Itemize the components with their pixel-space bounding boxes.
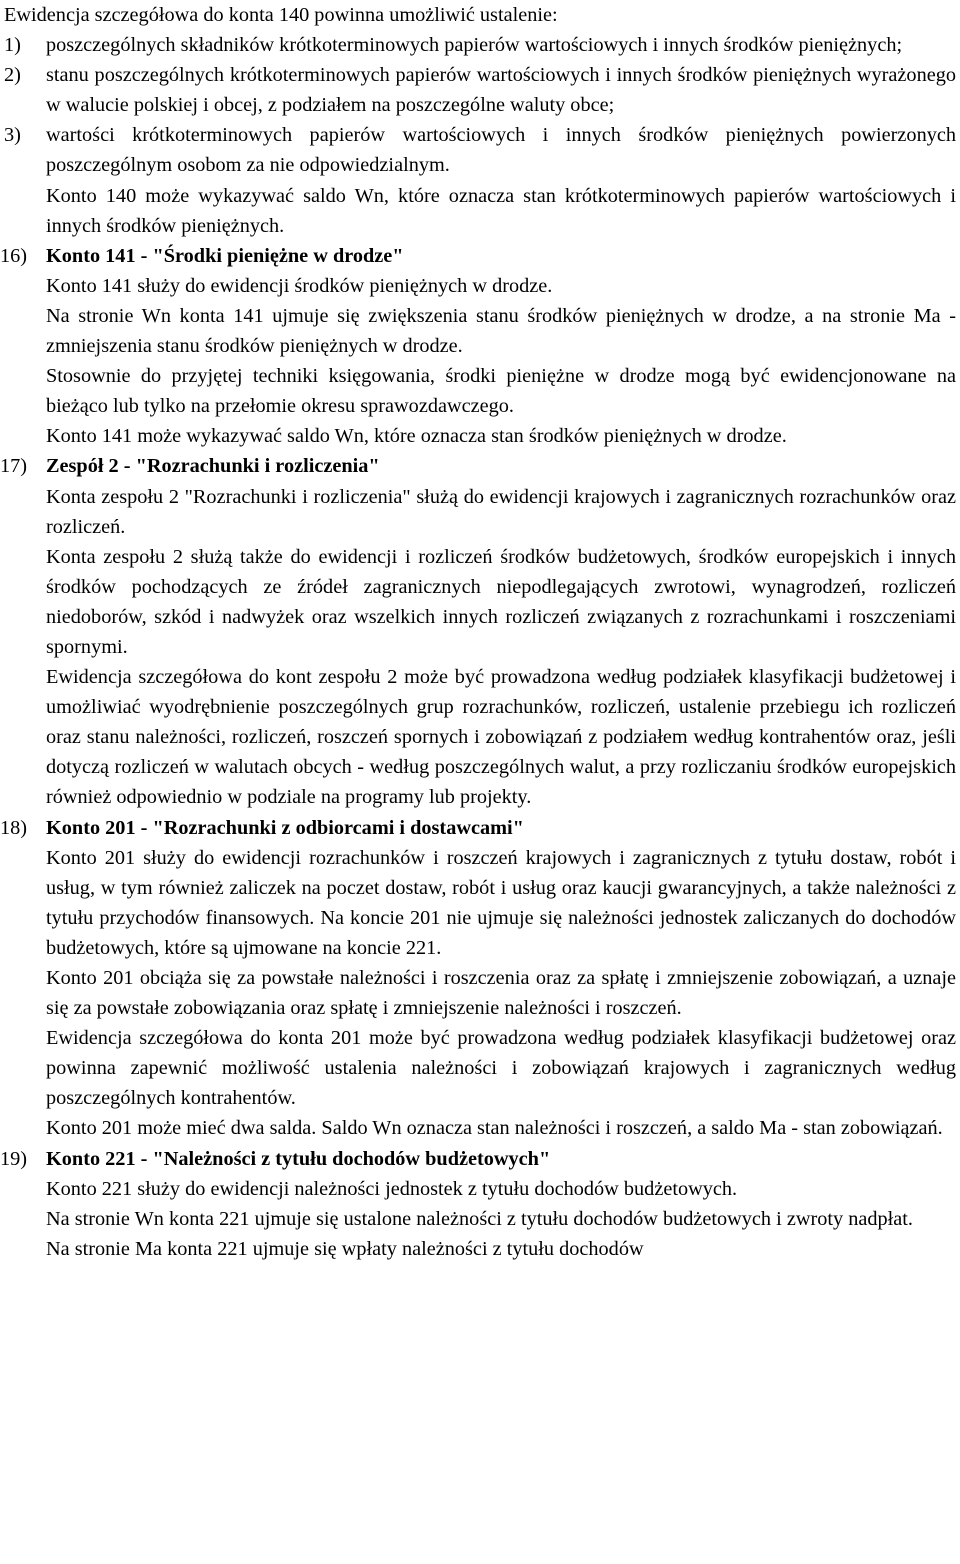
paragraph: Konto 201 obciąża się za powstałe należności i roszczenia oraz za spłatę i zmniejszenie zobowiązań, a uznaje się za powstałe zobowiązania oraz spłatę i zmniejszenie należności i roszczeń.: [46, 967, 956, 1020]
section-number: 18): [0, 816, 28, 839]
section-heading-18: [0, 813, 956, 843]
section-heading-19: [0, 1144, 956, 1174]
paragraph: Konto 141 może wykazywać saldo Wn, które oznacza stan środków pieniężnych w drodze.: [46, 425, 787, 448]
paragraph: Na stronie Ma konta 221 ujmuje się wpłaty należności z tytułu dochodów: [46, 1237, 644, 1260]
section-number: 19): [0, 1147, 28, 1170]
section-heading-17: [0, 451, 956, 481]
paragraph: Konto 221 służy do ewidencji należności jednostek z tytułu dochodów budżetowych.: [46, 1177, 738, 1200]
paragraph: Konta zespołu 2 "Rozrachunki i rozliczenia" służą do ewidencji krajowych i zagranicznych rozrachunków oraz rozliczeń.: [46, 485, 956, 538]
paragraph: Konta zespołu 2 służą także do ewidencji i rozliczeń środków budżetowych, środków europejskich i innych środków pochodzących ze źródeł zagranicznych niepodlegających zwrotowi, wynagrodzeń, rozliczeń niedoborów, szkód i nadwyżek oraz wszelkich innych rozliczeń związanych z rozrachunkami i roszczeniami spornymi.: [46, 545, 956, 658]
section-title: Konto 141 - "Środki pieniężne w drodze": [46, 244, 404, 267]
saldo-140-paragraph: Konto 140 może wykazywać saldo Wn, które oznacza stan krótkoterminowych papierów wartościowych i innych środków pieniężnych.: [46, 184, 956, 237]
list-item: [4, 30, 956, 60]
section-heading-16: [0, 241, 956, 271]
intro-paragraph: Ewidencja szczegółowa do konta 140 powinna umożliwić ustalenie:: [4, 4, 558, 26]
paragraph: Na stronie Wn konta 141 ujmuje się zwiększenia stanu środków pieniężnych w drodze, a na stronie Ma - zmniejszenia stanu środków pieniężnych w drodze.: [46, 304, 956, 358]
list-item: [4, 120, 956, 180]
list-text: wartości krótkoterminowych papierów wartościowych i innych środków pieniężnych powierzonych poszczególnym osobom za nie odpowiedzialnym.: [46, 124, 956, 177]
list-number: 2): [4, 64, 21, 87]
list-number: 3): [4, 124, 21, 147]
paragraph: Konto 201 służy do ewidencji rozrachunków i roszczeń krajowych i zagranicznych z tytułu dostaw, robót i usług, w tym również zaliczek na poczet dostaw, robót i usług oraz kaucji gwarancyjnych, a także należności z tytułu przychodów finansowych. Na koncie 201 nie ujmuje się należności jednostek zaliczanych do dochodów budżetowych, które są ujmowane na koncie 221.: [46, 846, 956, 959]
paragraph: Konto 201 może mieć dwa salda. Saldo Wn oznacza stan należności i roszczeń, a saldo Ma - stan zobowiązań.: [46, 1117, 943, 1140]
list-text: poszczególnych składników krótkoterminowych papierów wartościowych i innych środków pieniężnych;: [46, 34, 903, 57]
paragraph: Stosownie do przyjętej techniki księgowania, środki pieniężne w drodze mogą być ewidencjonowane na bieżąco lub tylko na przełomie okresu sprawozdawczego.: [46, 365, 956, 418]
list-text: stanu poszczególnych krótkoterminowych papierów wartościowych i innych środków pieniężnych wyrażonego w walucie polskiej i obcej, z podziałem na poszczególne waluty obce;: [46, 64, 956, 117]
list-item: [4, 60, 956, 120]
section-title: Konto 221 - "Należności z tytułu dochodów budżetowych": [46, 1147, 551, 1170]
list-number: 1): [4, 34, 21, 57]
paragraph: Ewidencja szczegółowa do konta 201 może być prowadzona według podziałek klasyfikacji budżetowej oraz powinna zapewnić możliwość ustalenia należności i zobowiązań krajowych i zagranicznych według poszczególnych kontrahentów.: [46, 1027, 956, 1110]
paragraph: Konto 141 służy do ewidencji środków pieniężnych w drodze.: [46, 274, 553, 297]
paragraph: Ewidencja szczegółowa do kont zespołu 2 może być prowadzona według podziałek klasyfikacji budżetowej i umożliwiać wyodrębnienie poszczególnych grup rozrachunków, rozliczeń, ustalenie przebiegu ich rozliczeń oraz stanu należności, rozliczeń, roszczeń spornych i zobowiązań z podziałem według kontrahentów oraz, jeśli dotyczą rozliczeń w walutach obcych - według poszczególnych walut, a przy rozliczaniu środków europejskich również odpowiednio w podziale na programy lub projekty.: [46, 666, 956, 809]
section-number: 16): [0, 244, 28, 267]
section-title: Zespół 2 - "Rozrachunki i rozliczenia": [46, 455, 380, 478]
paragraph: Na stronie Wn konta 221 ujmuje się ustalone należności z tytułu dochodów budżetowych i zwroty nadpłat.: [46, 1207, 914, 1230]
section-title: Konto 201 - "Rozrachunki z odbiorcami i dostawcami": [46, 816, 524, 839]
section-number: 17): [0, 455, 28, 478]
